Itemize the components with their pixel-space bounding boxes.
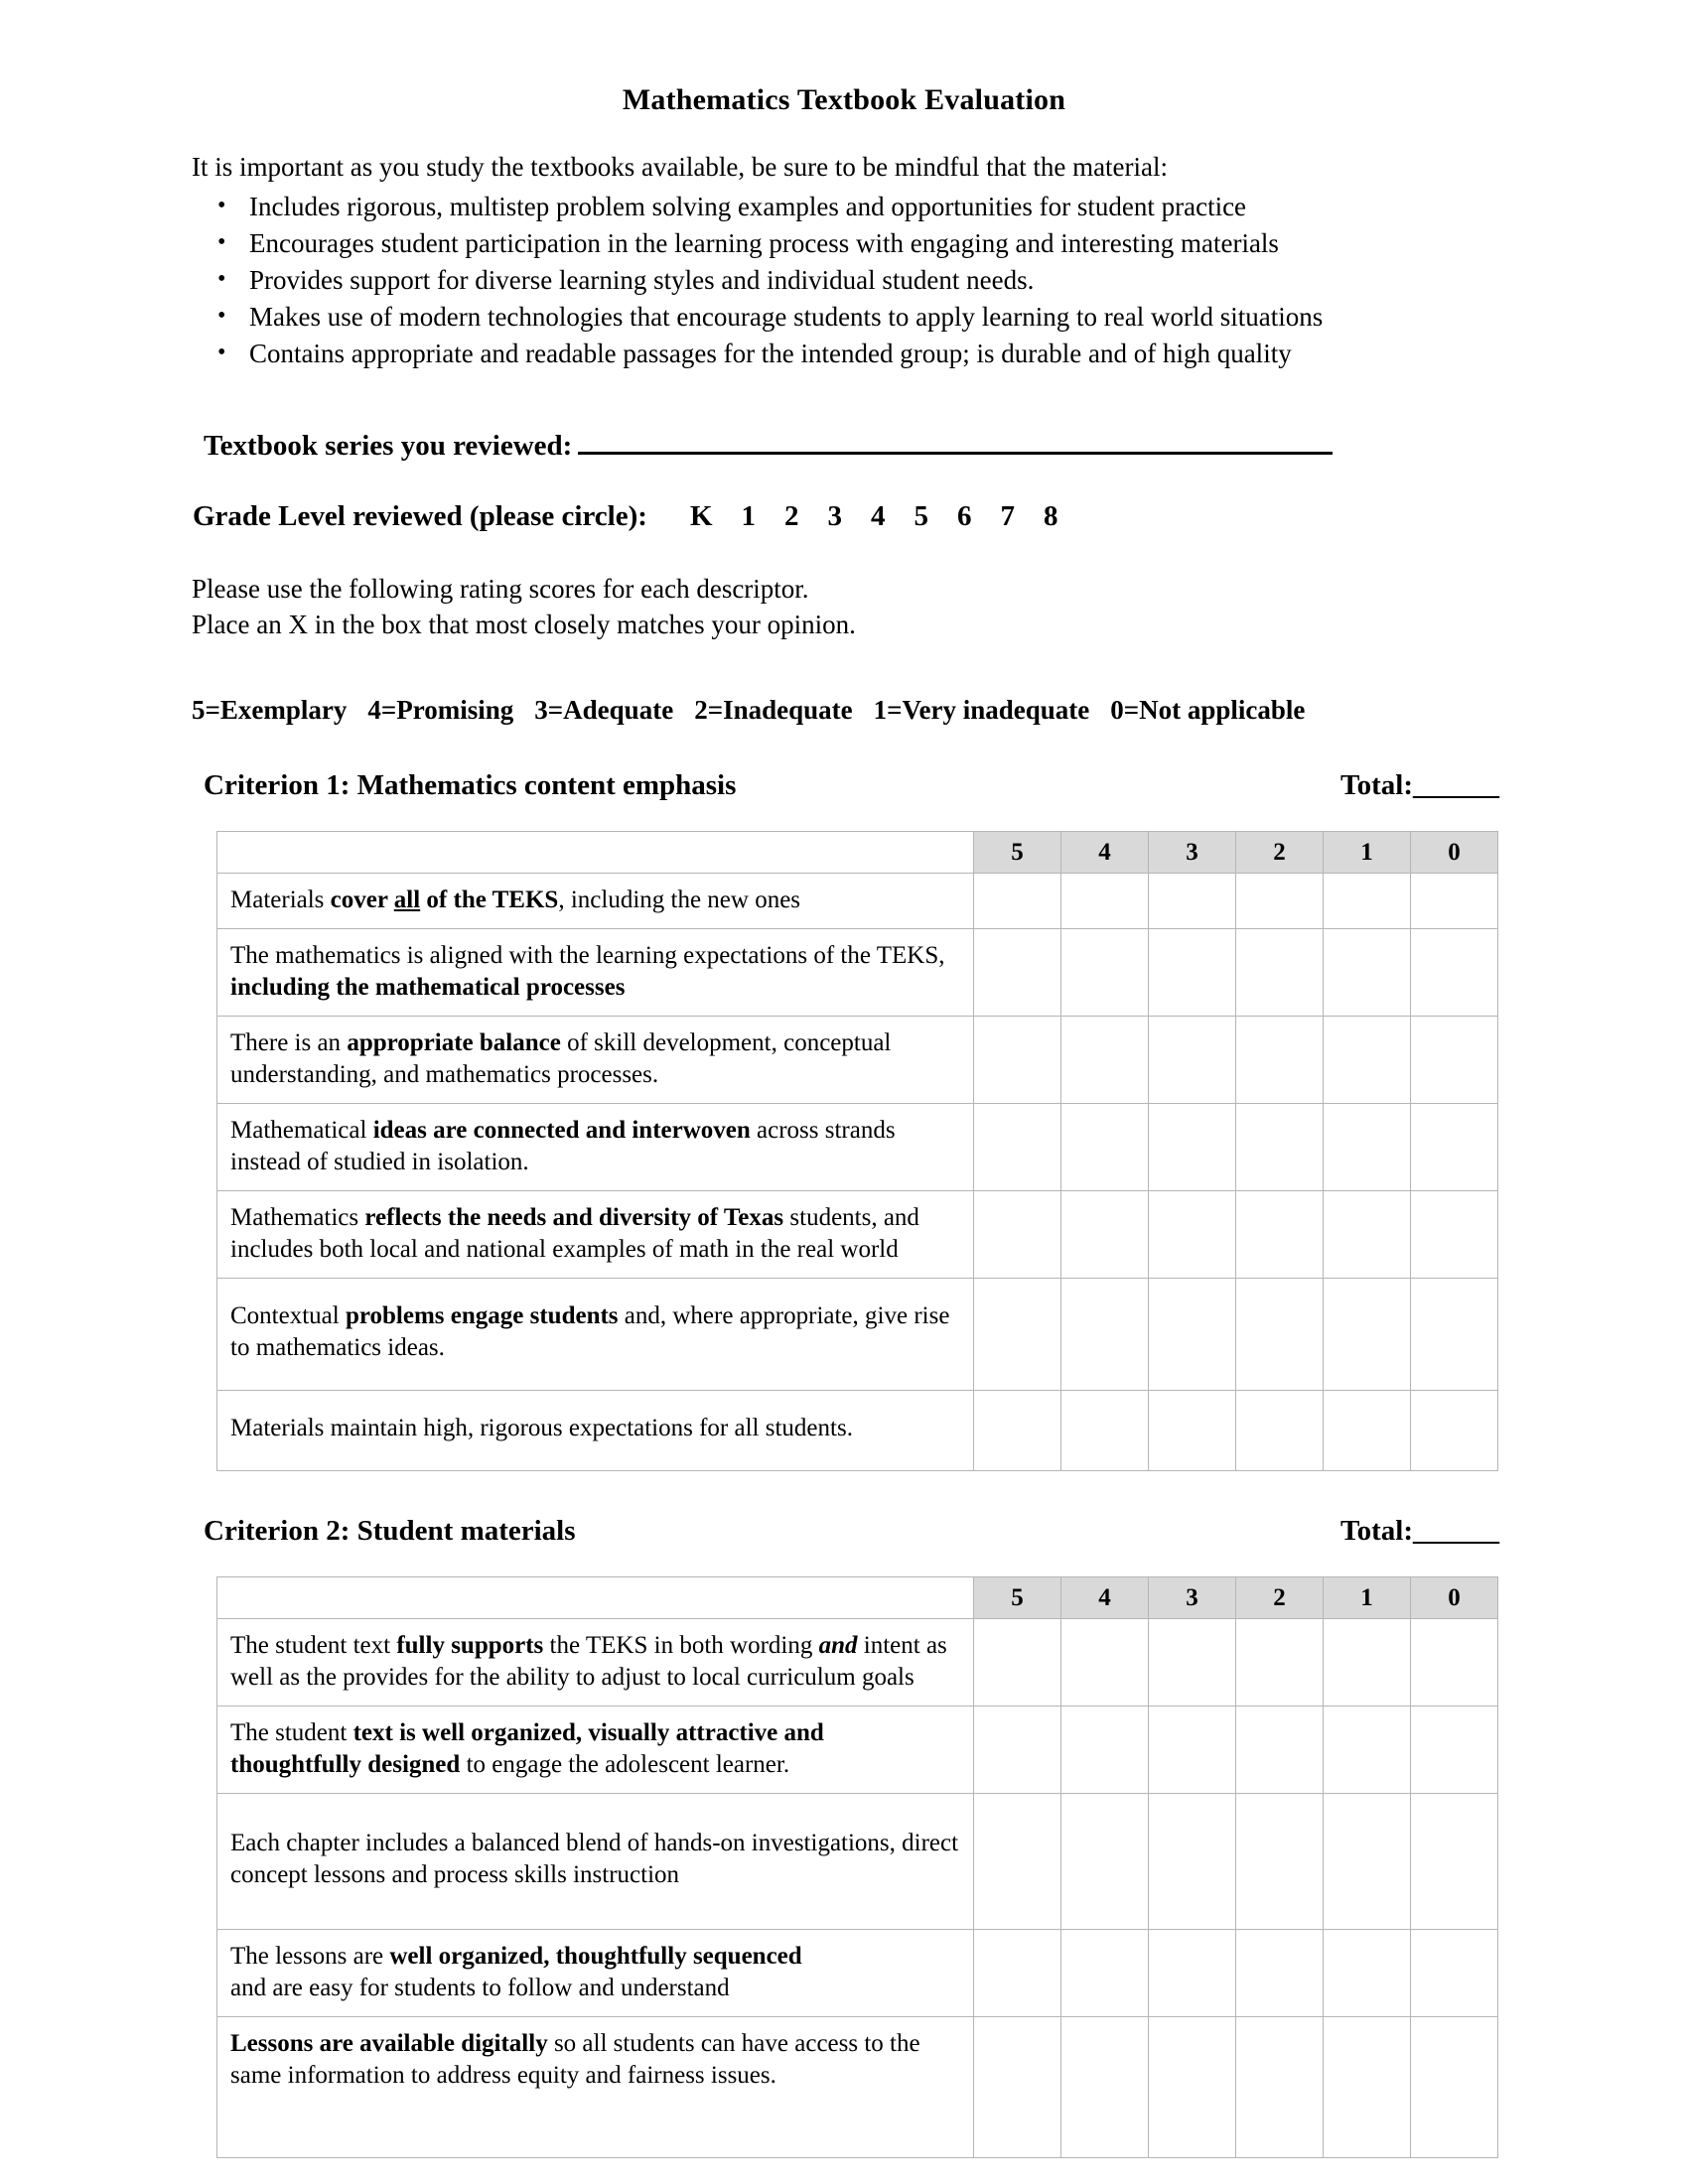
score-checkbox-3[interactable] (1149, 1017, 1236, 1104)
score-checkbox-4[interactable] (1061, 1279, 1149, 1391)
descriptor-cell: The student text fully supports the TEKS in both wording and intent as well as the provides for the ability to adjust to local curriculum goals (217, 1619, 974, 1706)
score-checkbox-1[interactable] (1324, 874, 1411, 929)
instructions-line-2: Place an X in the box that most closely matches your opinion. (192, 610, 856, 639)
grade-level-label: Grade Level reviewed (please circle): (193, 500, 647, 532)
rating-key-0: 0=Not applicable (1110, 695, 1306, 725)
grade-level-options (661, 500, 1058, 532)
list-item: • Encourages student participation in the learning process with engaging and interesting materials (217, 225, 1688, 262)
score-checkbox-1[interactable] (1324, 929, 1411, 1017)
score-checkbox-5[interactable] (974, 1017, 1061, 1104)
score-header-2: 2 (1236, 832, 1324, 874)
score-checkbox-5[interactable] (974, 1619, 1061, 1706)
table-row (217, 1017, 1498, 1104)
score-checkbox-4[interactable] (1061, 2017, 1149, 2158)
table-row (217, 1391, 1498, 1471)
descriptor-column-header (217, 832, 974, 874)
score-checkbox-0[interactable] (1411, 1794, 1498, 1930)
rating-key-3: 3=Adequate (534, 695, 674, 725)
rating-key-2: 2=Inadequate (694, 695, 853, 725)
score-checkbox-2[interactable] (1236, 2017, 1324, 2158)
table-row (217, 1794, 1498, 1930)
score-header-3: 3 (1149, 832, 1236, 874)
score-checkbox-4[interactable] (1061, 1930, 1149, 2017)
list-item: • Includes rigorous, multistep problem solving examples and opportunities for student practice (217, 189, 1688, 225)
grade-option-8[interactable]: 8 (1044, 500, 1058, 532)
score-checkbox-4[interactable] (1061, 929, 1149, 1017)
score-checkbox-0[interactable] (1411, 2017, 1498, 2158)
score-header-1: 1 (1324, 1577, 1411, 1619)
score-checkbox-0[interactable] (1411, 1017, 1498, 1104)
score-checkbox-5[interactable] (974, 1706, 1061, 1794)
list-item: • Provides support for diverse learning styles and individual student needs. (217, 262, 1688, 299)
table-row (217, 2017, 1498, 2158)
score-checkbox-2[interactable] (1236, 1930, 1324, 2017)
score-header-5: 5 (974, 1577, 1061, 1619)
grade-option-1[interactable]: 1 (741, 500, 756, 532)
descriptor-cell: Lessons are available digitally so all students can have access to the same information to address equity and fairness issues. (217, 2017, 974, 2158)
score-checkbox-0[interactable] (1411, 1930, 1498, 2017)
grade-option-6[interactable]: 6 (957, 500, 972, 532)
score-checkbox-0[interactable] (1411, 1104, 1498, 1191)
score-checkbox-4[interactable] (1061, 1017, 1149, 1104)
table-row (217, 1619, 1498, 1706)
instructions-line-1: Please use the following rating scores for each descriptor. (192, 574, 809, 604)
score-checkbox-3[interactable] (1149, 1104, 1236, 1191)
descriptor-cell: Materials cover all of the TEKS, including the new ones (217, 874, 974, 929)
score-checkbox-0[interactable] (1411, 929, 1498, 1017)
score-checkbox-1[interactable] (1324, 1930, 1411, 2017)
score-checkbox-4[interactable] (1061, 874, 1149, 929)
score-checkbox-5[interactable] (974, 1391, 1061, 1471)
grade-option-k[interactable]: K (689, 500, 713, 532)
score-checkbox-5[interactable] (974, 1104, 1061, 1191)
score-header-1: 1 (1324, 832, 1411, 874)
score-checkbox-5[interactable] (974, 1191, 1061, 1279)
criterion-2-total-field[interactable]: Total:______ (1339, 1515, 1499, 1547)
score-checkbox-0[interactable] (1411, 1391, 1498, 1471)
score-checkbox-1[interactable] (1324, 1706, 1411, 1794)
score-checkbox-2[interactable] (1236, 929, 1324, 1017)
score-checkbox-2[interactable] (1236, 1017, 1324, 1104)
instructions-block (0, 571, 1688, 642)
intro-paragraph: It is important as you study the textbooks available, be sure to be mindful that the material: (192, 152, 1169, 182)
criterion-2-table (216, 1576, 1498, 2158)
grade-option-2[interactable]: 2 (784, 500, 799, 532)
list-item: • Makes use of modern technologies that encourage students to apply learning to real world situations (217, 299, 1688, 336)
score-checkbox-4[interactable] (1061, 1391, 1149, 1471)
score-checkbox-1[interactable] (1324, 1279, 1411, 1391)
table-header-row (217, 1577, 1498, 1619)
table-row (217, 929, 1498, 1017)
grade-option-4[interactable]: 4 (871, 500, 886, 532)
criterion-1-heading-row (0, 769, 1688, 807)
score-checkbox-1[interactable] (1324, 1619, 1411, 1706)
score-checkbox-2[interactable] (1236, 1191, 1324, 1279)
score-checkbox-4[interactable] (1061, 1706, 1149, 1794)
score-checkbox-3[interactable] (1149, 2017, 1236, 2158)
score-header-3: 3 (1149, 1577, 1236, 1619)
descriptor-cell: Mathematics reflects the needs and diversity of Texas students, and includes both local and national examples of math in the real world (217, 1191, 974, 1279)
textbook-series-field-row (0, 427, 1688, 463)
grade-option-7[interactable]: 7 (1000, 500, 1015, 532)
score-header-4: 4 (1061, 1577, 1149, 1619)
score-checkbox-1[interactable] (1324, 1391, 1411, 1471)
table-row (217, 1104, 1498, 1191)
score-checkbox-0[interactable] (1411, 1706, 1498, 1794)
score-header-5: 5 (974, 832, 1061, 874)
score-checkbox-1[interactable] (1324, 1191, 1411, 1279)
criterion-2-title: Criterion 2: Student materials (204, 1515, 576, 1547)
table-header-row (217, 832, 1498, 874)
descriptor-cell: Each chapter includes a balanced blend of hands-on investigations, direct concept lessons and process skills instruction (217, 1794, 974, 1930)
descriptor-cell: Contextual problems engage students and, where appropriate, give rise to mathematics ideas. (217, 1279, 974, 1391)
table-row (217, 874, 1498, 929)
descriptor-cell: The student text is well organized, visually attractive and thoughtfully designed to engage the adolescent learner. (217, 1706, 974, 1794)
table-row (217, 1706, 1498, 1794)
score-checkbox-2[interactable] (1236, 1794, 1324, 1930)
descriptor-cell: Mathematical ideas are connected and interwoven across strands instead of studied in isolation. (217, 1104, 974, 1191)
score-header-0: 0 (1411, 832, 1498, 874)
score-checkbox-1[interactable] (1324, 1017, 1411, 1104)
score-checkbox-2[interactable] (1236, 874, 1324, 929)
score-checkbox-2[interactable] (1236, 1706, 1324, 1794)
score-checkbox-5[interactable] (974, 874, 1061, 929)
table-row (217, 1191, 1498, 1279)
grade-option-3[interactable]: 3 (827, 500, 842, 532)
score-checkbox-0[interactable] (1411, 1619, 1498, 1706)
descriptor-cell: There is an appropriate balance of skill development, conceptual understanding, and mathematics processes. (217, 1017, 974, 1104)
score-checkbox-3[interactable] (1149, 929, 1236, 1017)
rating-key-1: 1=Very inadequate (873, 695, 1090, 725)
criterion-1-title: Criterion 1: Mathematics content emphasis (204, 769, 737, 801)
score-checkbox-3[interactable] (1149, 874, 1236, 929)
score-checkbox-3[interactable] (1149, 1191, 1236, 1279)
score-checkbox-3[interactable] (1149, 1619, 1236, 1706)
score-checkbox-1[interactable] (1324, 1104, 1411, 1191)
score-checkbox-2[interactable] (1236, 1104, 1324, 1191)
score-header-4: 4 (1061, 832, 1149, 874)
score-checkbox-4[interactable] (1061, 1104, 1149, 1191)
rating-scale-key (0, 695, 1688, 726)
textbook-series-label: Textbook series you reviewed: (204, 430, 573, 462)
score-checkbox-3[interactable] (1149, 1930, 1236, 2017)
score-checkbox-2[interactable] (1236, 1619, 1324, 1706)
textbook-series-input[interactable] (578, 427, 1333, 455)
criterion-2-heading-row (0, 1515, 1688, 1553)
table-row (217, 1930, 1498, 2017)
score-checkbox-0[interactable] (1411, 1191, 1498, 1279)
score-checkbox-2[interactable] (1236, 1391, 1324, 1471)
score-checkbox-5[interactable] (974, 1930, 1061, 2017)
score-checkbox-0[interactable] (1411, 1279, 1498, 1391)
score-checkbox-3[interactable] (1149, 1706, 1236, 1794)
descriptor-cell: The lessons are well organized, thoughtfully sequenced and are easy for students to follow and understand (217, 1930, 974, 2017)
grade-option-5[interactable]: 5 (914, 500, 928, 532)
table-row (217, 1279, 1498, 1391)
score-header-0: 0 (1411, 1577, 1498, 1619)
score-checkbox-4[interactable] (1061, 1191, 1149, 1279)
criterion-1-table (216, 831, 1498, 1471)
score-checkbox-1[interactable] (1324, 1794, 1411, 1930)
page-title: Mathematics Textbook Evaluation (622, 83, 1066, 116)
score-checkbox-4[interactable] (1061, 1619, 1149, 1706)
requirements-bullet-list (0, 181, 1688, 372)
rating-key-5: 5=Exemplary (192, 695, 348, 725)
score-checkbox-5[interactable] (974, 2017, 1061, 2158)
score-checkbox-3[interactable] (1149, 1279, 1236, 1391)
rating-key-4: 4=Promising (367, 695, 514, 725)
score-checkbox-3[interactable] (1149, 1794, 1236, 1930)
score-header-2: 2 (1236, 1577, 1324, 1619)
descriptor-cell: The mathematics is aligned with the learning expectations of the TEKS, including the mathematical processes (217, 929, 974, 1017)
grade-level-field-row (0, 500, 1688, 533)
score-checkbox-3[interactable] (1149, 1391, 1236, 1471)
score-checkbox-5[interactable] (974, 1794, 1061, 1930)
score-checkbox-5[interactable] (974, 929, 1061, 1017)
score-checkbox-1[interactable] (1324, 2017, 1411, 2158)
score-checkbox-5[interactable] (974, 1279, 1061, 1391)
descriptor-column-header (217, 1577, 974, 1619)
criterion-1-total-field[interactable]: Total:______ (1339, 769, 1499, 801)
score-checkbox-2[interactable] (1236, 1279, 1324, 1391)
list-item: • Contains appropriate and readable passages for the intended group; is durable and of high quality (217, 336, 1688, 372)
score-checkbox-0[interactable] (1411, 874, 1498, 929)
score-checkbox-4[interactable] (1061, 1794, 1149, 1930)
descriptor-cell: Materials maintain high, rigorous expectations for all students. (217, 1391, 974, 1471)
